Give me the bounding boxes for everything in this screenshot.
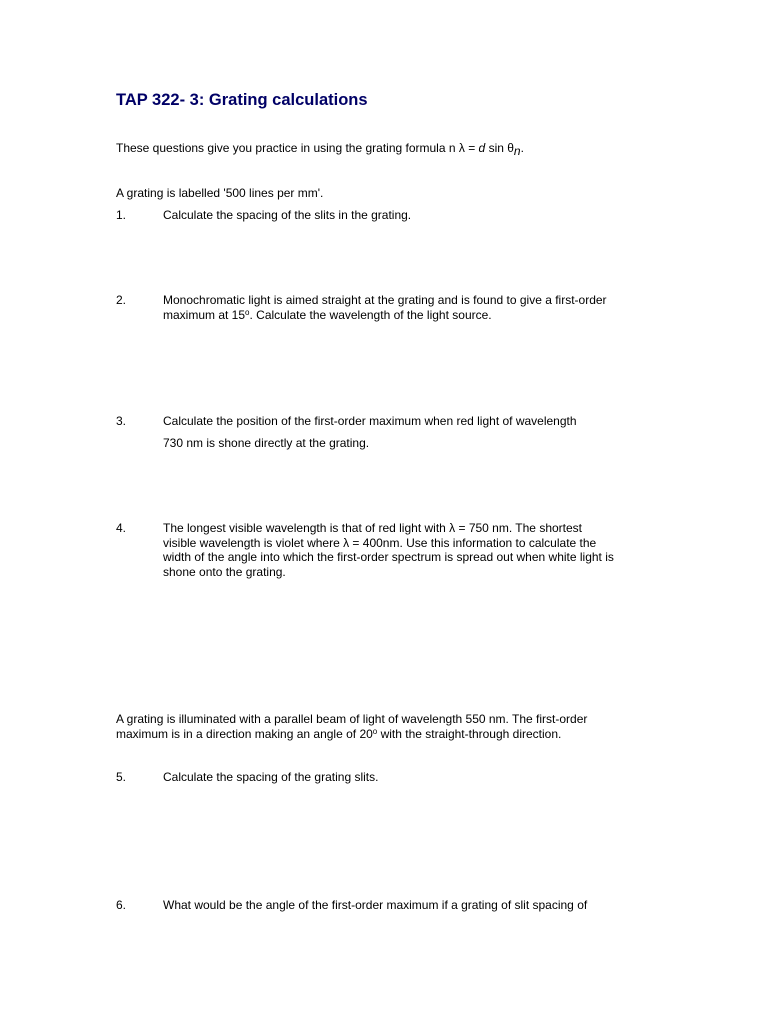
question-line: Calculate the position of the first-order maximum when red light of wavelength <box>163 414 577 428</box>
question-number: 4. <box>116 521 127 535</box>
question-number: 5. <box>116 770 127 784</box>
intro-suffix: . <box>520 141 524 155</box>
question-line-part: maximum at 15 <box>163 307 246 322</box>
section2-line: A grating is illuminated with a parallel beam of light of wavelength 550 nm. The first-order <box>116 712 588 726</box>
question-body <box>163 414 663 450</box>
question-line: Monochromatic light is aimed straight at the grating and is found to give a first-order <box>163 293 607 307</box>
question-line: 730 nm is shone directly at the grating. <box>163 435 370 450</box>
question-line-part: . Calculate the wavelength of the light source. <box>249 307 492 322</box>
question-body <box>163 208 663 223</box>
degree-symbol: o <box>372 726 378 736</box>
section2-line-part: maximum is in a direction making an angle of 20 <box>116 726 373 741</box>
question-body <box>163 293 663 322</box>
section2-line-part: with the straight-through direction. <box>377 726 562 741</box>
intro-d-symbol: d <box>478 141 486 155</box>
question-number: 6. <box>116 898 127 912</box>
question-number: 2. <box>116 293 127 307</box>
degree-symbol: o <box>245 307 250 317</box>
intro-paragraph <box>116 141 524 156</box>
question-line: shone onto the grating. <box>163 564 286 579</box>
question-line: width of the angle into which the first-order spectrum is spread out when white light is <box>163 550 614 564</box>
question-body <box>163 521 663 579</box>
question-body <box>163 770 663 785</box>
section2-intro <box>116 712 587 741</box>
question-line: The longest visible wavelength is that of red light with λ = 750 nm. The shortest <box>163 521 583 535</box>
question-line: visible wavelength is violet where λ = 400nm. Use this information to calculate the <box>163 535 597 550</box>
question-number: 3. <box>116 414 127 428</box>
question-line <box>163 308 663 323</box>
intro-sin-theta: sin θ <box>485 141 514 155</box>
question-body <box>163 898 663 913</box>
section2-line <box>116 727 587 742</box>
question-line: Calculate the spacing of the grating slits. <box>163 770 379 784</box>
page-title: TAP 322- 3: Grating calculations <box>116 91 368 109</box>
question-line: Calculate the spacing of the slits in the grating. <box>163 208 412 222</box>
intro-text: These questions give you practice in using the grating formula n λ = <box>116 141 479 155</box>
question-line: What would be the angle of the first-order maximum if a grating of slit spacing of <box>163 898 588 912</box>
section1-intro: A grating is labelled '500 lines per mm'. <box>116 186 324 200</box>
question-number: 1. <box>116 208 127 222</box>
intro-subscript-n: n <box>513 144 521 158</box>
